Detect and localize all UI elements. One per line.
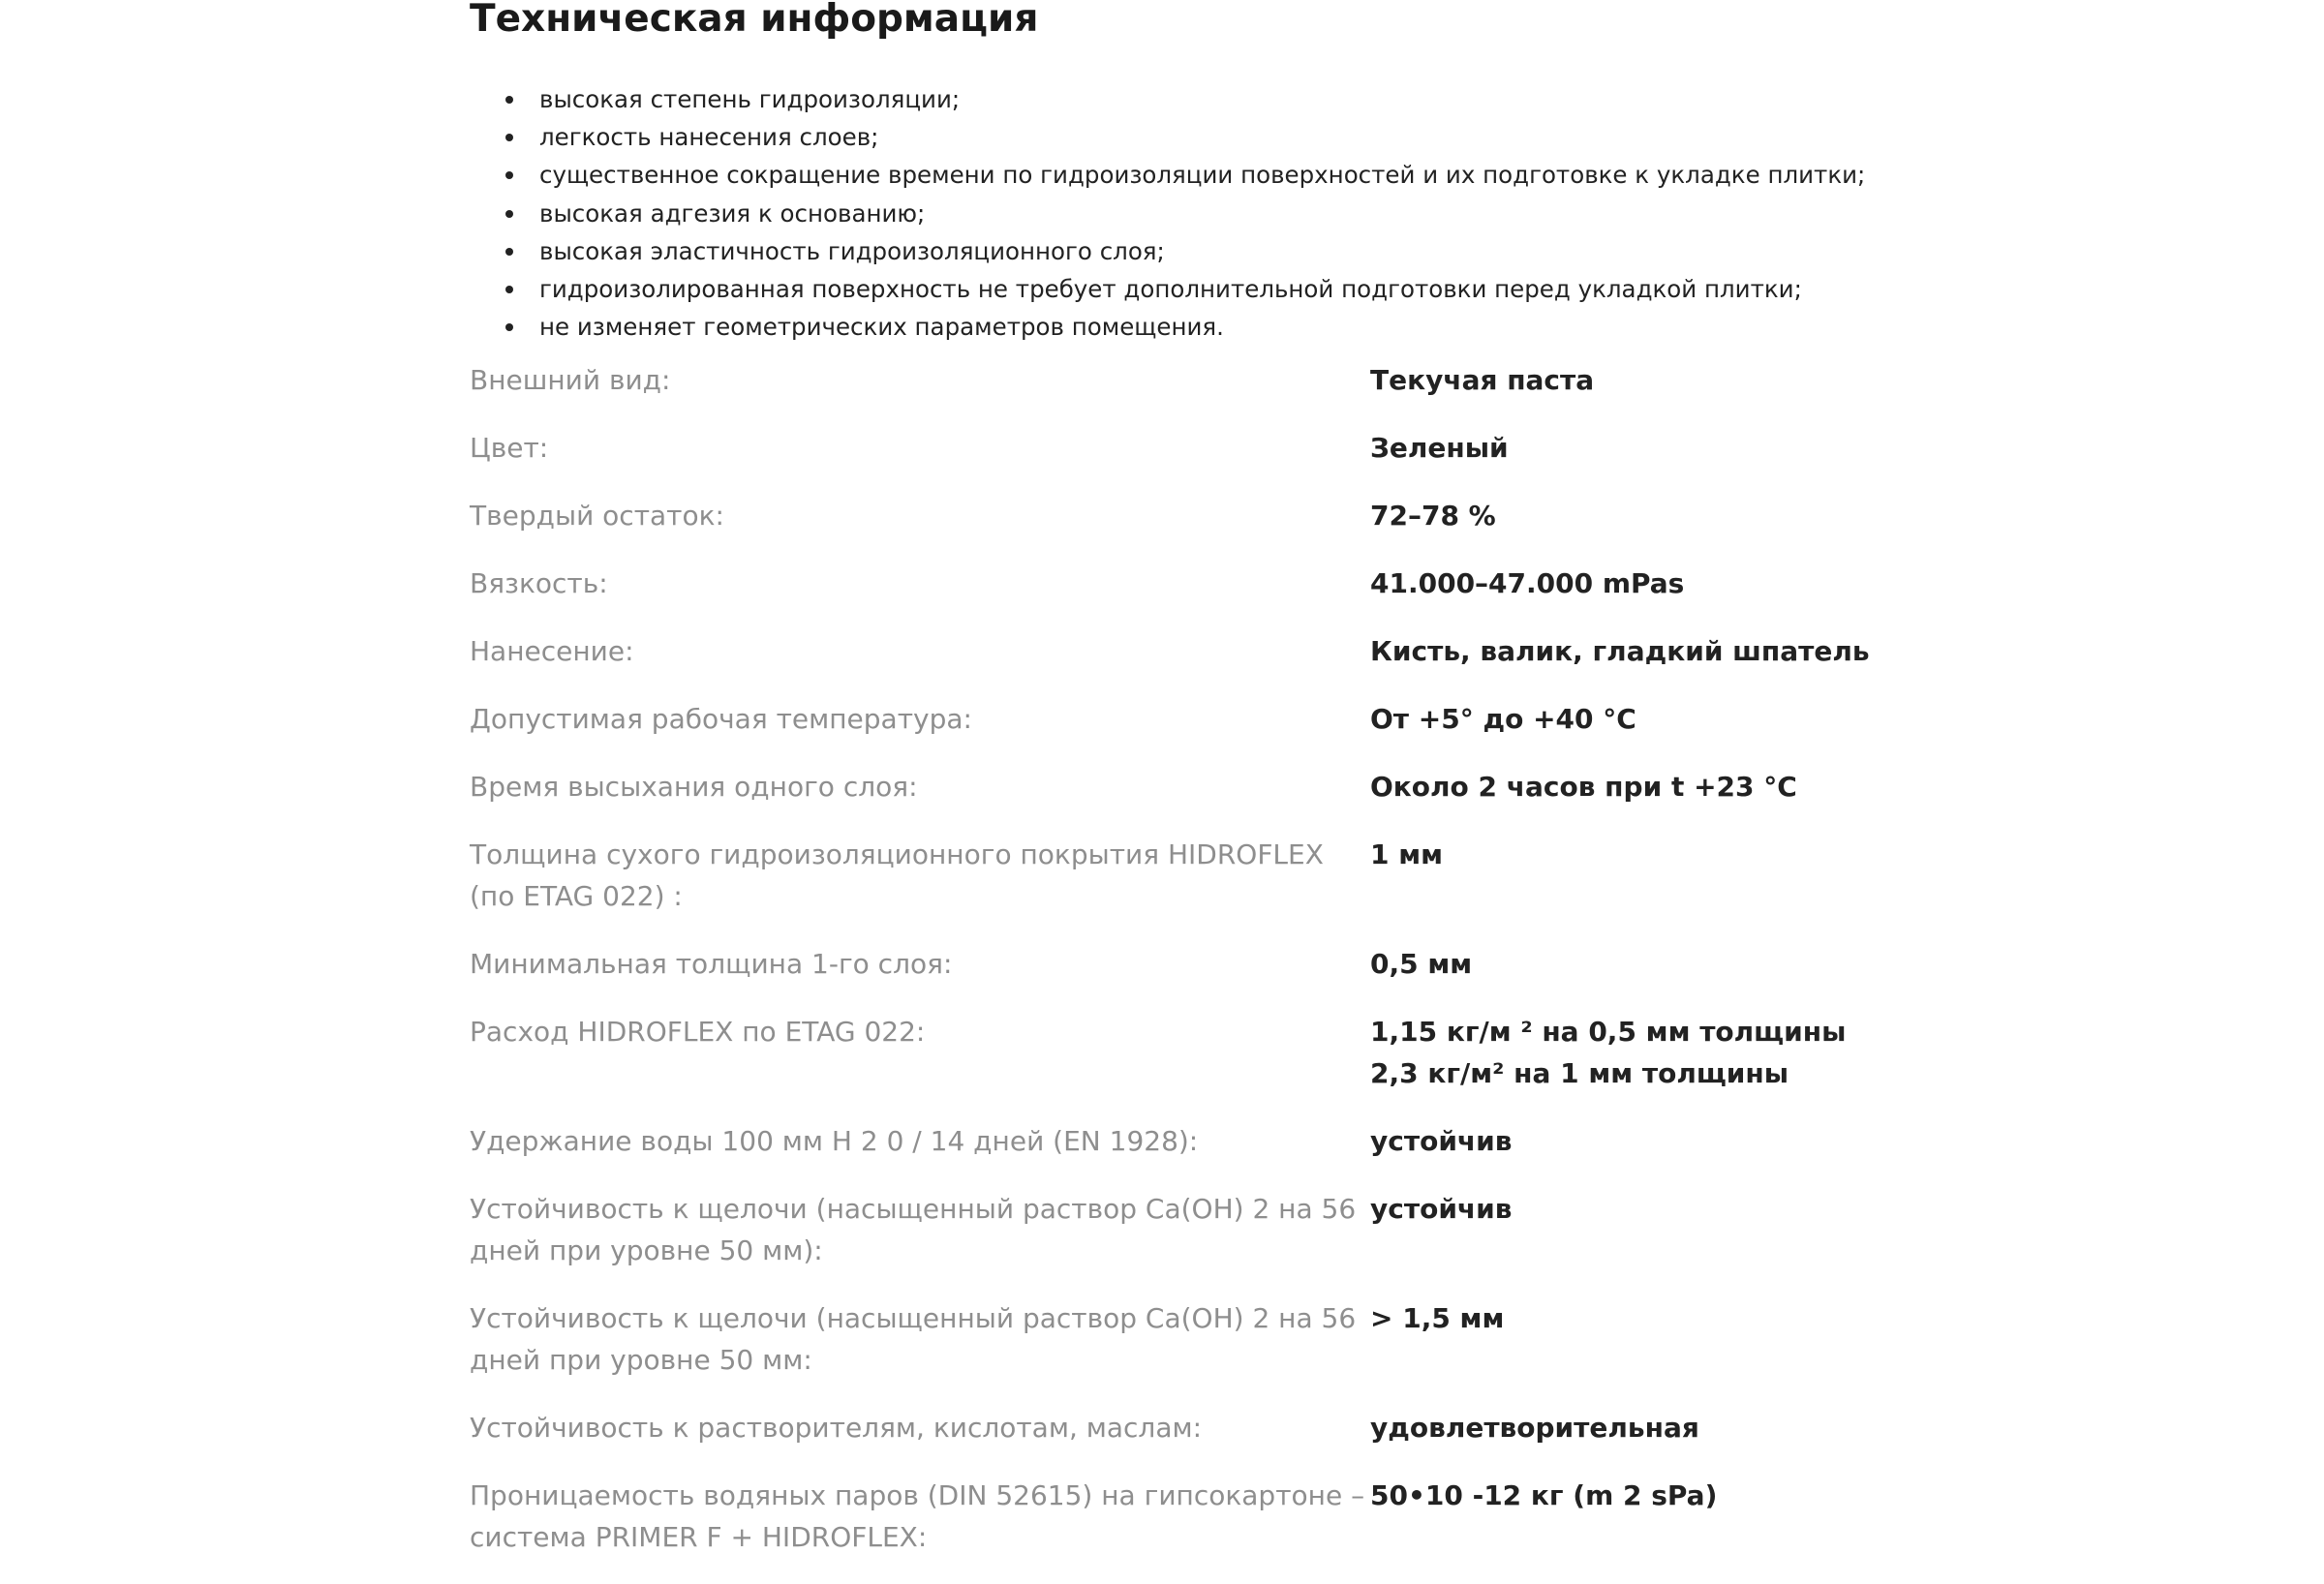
spec-label: Удержание воды 100 мм Н 2 0 / 14 дней (EN 1928):: [470, 1125, 1199, 1158]
spec-value: 1 мм: [1370, 838, 1444, 871]
spec-value: > 1,5 мм: [1370, 1302, 1505, 1335]
feature-item: [470, 308, 1883, 346]
spec-row: [470, 943, 1883, 1011]
feature-text: гидроизолированная поверхность не требует дополнительной подготовки перед укладкой плитки;: [539, 275, 1802, 304]
spec-label: Внешний вид:: [470, 364, 671, 397]
spec-value: Текучая паста: [1370, 364, 1595, 397]
spec-row: [470, 359, 1883, 427]
spec-row: [470, 1407, 1883, 1475]
spec-label: Минимальная толщина 1-го слоя:: [470, 948, 953, 981]
bullet-icon: [505, 286, 513, 293]
feature-item: [470, 80, 1883, 118]
spec-row: [470, 630, 1883, 698]
technical-info-section: [470, 0, 1883, 1584]
feature-item: [470, 118, 1883, 156]
spec-value: удовлетворительная: [1370, 1412, 1699, 1445]
bullet-icon: [505, 134, 513, 141]
features-list: [470, 80, 1883, 346]
feature-text: существенное сокращение времени по гидроизоляции поверхностей и их подготовке к укладке плитки;: [539, 161, 1866, 190]
spec-row: [470, 766, 1883, 834]
spec-row: [470, 834, 1883, 943]
spec-row: [470, 1188, 1883, 1297]
spec-value: Кисть, валик, гладкий шпатель: [1370, 635, 1870, 668]
spec-label: Устойчивость к щелочи (насыщенный раствор Са(ОН) 2 на 56 дней при уровне 50 мм:: [470, 1302, 1357, 1377]
spec-value: 50•10 -12 кг (m 2 sPa): [1370, 1479, 1718, 1512]
spec-label: Толщина сухого гидроизоляционного покрытия HIDROFLEX (по ETAG 022) :: [470, 838, 1324, 913]
spec-value: 72–78 %: [1370, 500, 1496, 533]
spec-row: [470, 1297, 1883, 1407]
bullet-icon: [505, 171, 513, 179]
feature-text: не изменяет геометрических параметров помещения.: [539, 313, 1224, 342]
spec-label: Расход HIDROFLEX по ETAG 022:: [470, 1016, 926, 1049]
spec-value: 1,15 кг/м ² на 0,5 мм толщины 2,3 кг/м² на 1 мм толщины: [1370, 1016, 1847, 1090]
spec-value: Около 2 часов при t +23 °С: [1370, 771, 1797, 804]
spec-row: [470, 495, 1883, 563]
spec-label: Устойчивость к растворителям, кислотам, маслам:: [470, 1412, 1203, 1445]
spec-label: Время высыхания одного слоя:: [470, 771, 918, 804]
spec-row: [470, 563, 1883, 630]
spec-row: [470, 698, 1883, 766]
feature-text: легкость нанесения слоев;: [539, 123, 879, 152]
feature-item: [470, 232, 1883, 270]
specs-table: [470, 359, 1883, 1584]
spec-label: Твердый остаток:: [470, 500, 724, 533]
feature-item: [470, 195, 1883, 232]
feature-text: высокая степень гидроизоляции;: [539, 85, 961, 113]
spec-value: устойчив: [1370, 1125, 1513, 1158]
spec-row: [470, 1120, 1883, 1188]
spec-label: Цвет:: [470, 432, 549, 465]
spec-value: 41.000–47.000 mPas: [1370, 567, 1685, 600]
bullet-icon: [505, 210, 513, 218]
bullet-icon: [505, 323, 513, 331]
spec-label: Устойчивость к щелочи (насыщенный раствор Са(ОН) 2 на 56 дней при уровне 50 мм):: [470, 1193, 1357, 1267]
feature-item: [470, 156, 1883, 194]
spec-value: Зеленый: [1370, 432, 1509, 465]
bullet-icon: [505, 96, 513, 104]
spec-row: [470, 1011, 1883, 1120]
spec-value: От +5° до +40 °С: [1370, 703, 1636, 736]
bullet-icon: [505, 248, 513, 256]
feature-text: высокая эластичность гидроизоляционного слоя;: [539, 236, 1165, 265]
spec-value: 0,5 мм: [1370, 948, 1473, 981]
feature-item: [470, 270, 1883, 308]
spec-row: [470, 1475, 1883, 1584]
spec-row: [470, 427, 1883, 495]
spec-value: устойчив: [1370, 1193, 1513, 1226]
spec-label: Нанесение:: [470, 635, 634, 668]
spec-label: Допустимая рабочая температура:: [470, 703, 972, 736]
feature-text: высокая адгезия к основанию;: [539, 198, 926, 228]
spec-label: Проницаемость водяных паров (DIN 52615) на гипсокартоне – система PRIMER F + HIDROFLEX:: [470, 1479, 1365, 1554]
spec-label: Вязкость:: [470, 567, 608, 600]
section-heading: Техническая информация: [470, 0, 1039, 41]
